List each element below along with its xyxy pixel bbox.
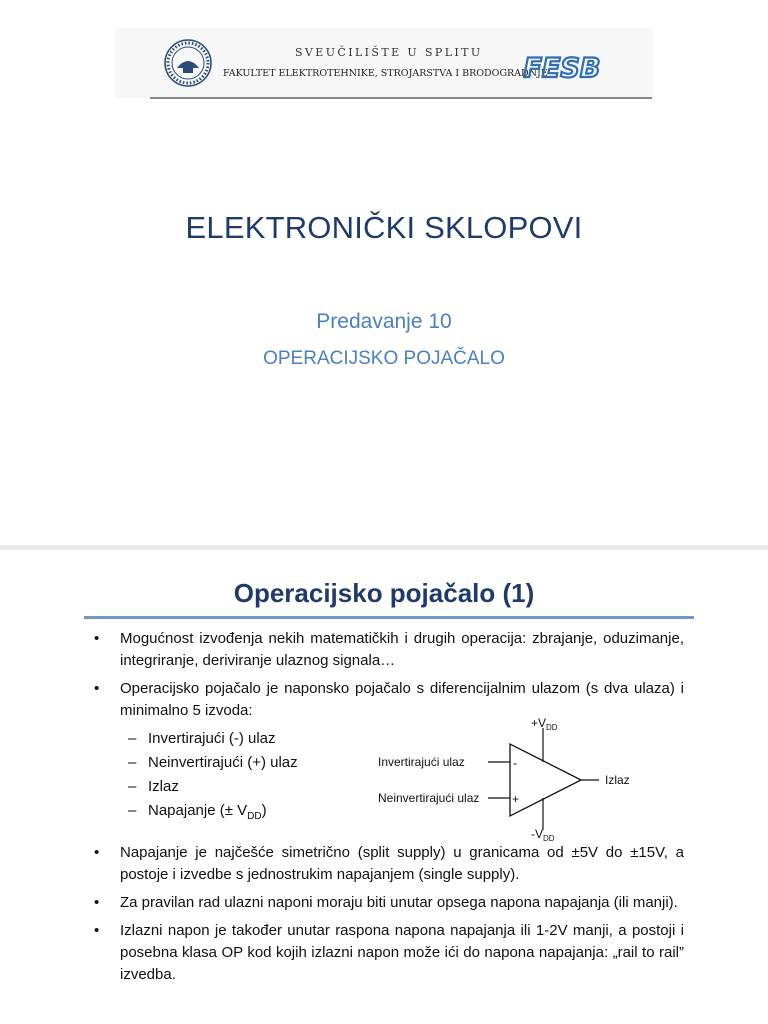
bullet-text: Za pravilan rad ulazni naponi moraju biti unutar opsega napona napajanja (ili manji).: [120, 894, 678, 911]
bullet-item: [88, 678, 684, 722]
sub-item-text: Neinvertirajući (+) ulaz: [148, 754, 298, 771]
sub-item-close: ): [261, 802, 267, 819]
bullet-text: Napajanje je najčešće simetrično (split supply) u granicama od ±5V do ±15V, a postoje i izvedbe s jednostrukim napajanjem (single supply).: [120, 844, 684, 883]
bullet-item: [88, 842, 684, 886]
dash-icon: –: [128, 754, 137, 771]
faculty-name: FAKULTET ELEKTROTEHNIKE, STROJARSTVA I BRODOGRADNJE: [223, 68, 548, 79]
bullet-text: Operacijsko pojačalo je naponsko pojačalo s diferencijalnim ulazom (s dva ulaza) i minimalno 5 izvoda:: [120, 680, 684, 719]
noninverting-input-label: Neinvertirajući ulaz: [378, 791, 480, 805]
sub-item-subscript: DD: [247, 811, 262, 822]
inverting-input-label: Invertirajući ulaz: [378, 755, 465, 769]
slide-content: [88, 628, 684, 992]
dash-icon: –: [128, 730, 137, 747]
bullet-text: Mogućnost izvođenja nekih matematičkih i drugih operacija: zbrajanje, oduzimanje, integriranje, deriviranje ulaznog signala…: [120, 630, 684, 669]
university-seal-icon: [163, 38, 213, 88]
vdd-minus-label: $-V_{DD}$: [531, 827, 555, 843]
header-banner: [115, 28, 653, 98]
plus-sign: +: [512, 792, 520, 806]
op-amp-diagram: [373, 716, 645, 843]
sub-item-text: Napajanje (± V: [148, 802, 248, 819]
bullet-icon: •: [94, 680, 100, 697]
bullet-icon: •: [94, 894, 100, 911]
lecture-number: Predavanje 10: [316, 310, 452, 333]
slide-title: Operacijsko pojačalo (1): [233, 578, 535, 608]
op-amp-symbol: [510, 744, 581, 816]
vdd-plus-label: $+V_{DD}$: [531, 716, 558, 732]
title-underline: [84, 616, 694, 619]
sub-item-text: Invertirajući (-) ulaz: [148, 730, 276, 747]
sub-item-text: Izlaz: [148, 778, 179, 795]
header-divider: [150, 97, 652, 99]
bullet-icon: •: [94, 922, 100, 939]
content-slide: [0, 550, 768, 1024]
bullet-item: [88, 892, 684, 914]
output-label: Izlaz: [605, 773, 630, 787]
fesb-logo-icon: [523, 51, 601, 84]
bullet-item: [88, 628, 684, 672]
bullet-item: [88, 920, 684, 986]
minus-sign: -: [513, 756, 517, 770]
university-name: SVEUČILIŠTE U SPLITU: [295, 46, 483, 59]
sub-list: [88, 716, 684, 843]
bullet-icon: •: [94, 630, 100, 647]
bullet-icon: •: [94, 844, 100, 861]
bullet-text: Izlazni napon je također unutar raspona napona napajanja ili 1-2V manji, a postoji i posebna klasa OP kod kojih izlazni napon može ići do napona napajanja: „rail to rail” izvedba.: [120, 922, 684, 983]
dash-icon: –: [128, 778, 137, 795]
svg-text:FESB: FESB: [523, 53, 601, 84]
lecture-topic: OPERACIJSKO POJAČALO: [263, 348, 505, 369]
course-title: ELEKTRONIČKI SKLOPOVI: [185, 210, 583, 245]
dash-icon: –: [128, 802, 137, 819]
